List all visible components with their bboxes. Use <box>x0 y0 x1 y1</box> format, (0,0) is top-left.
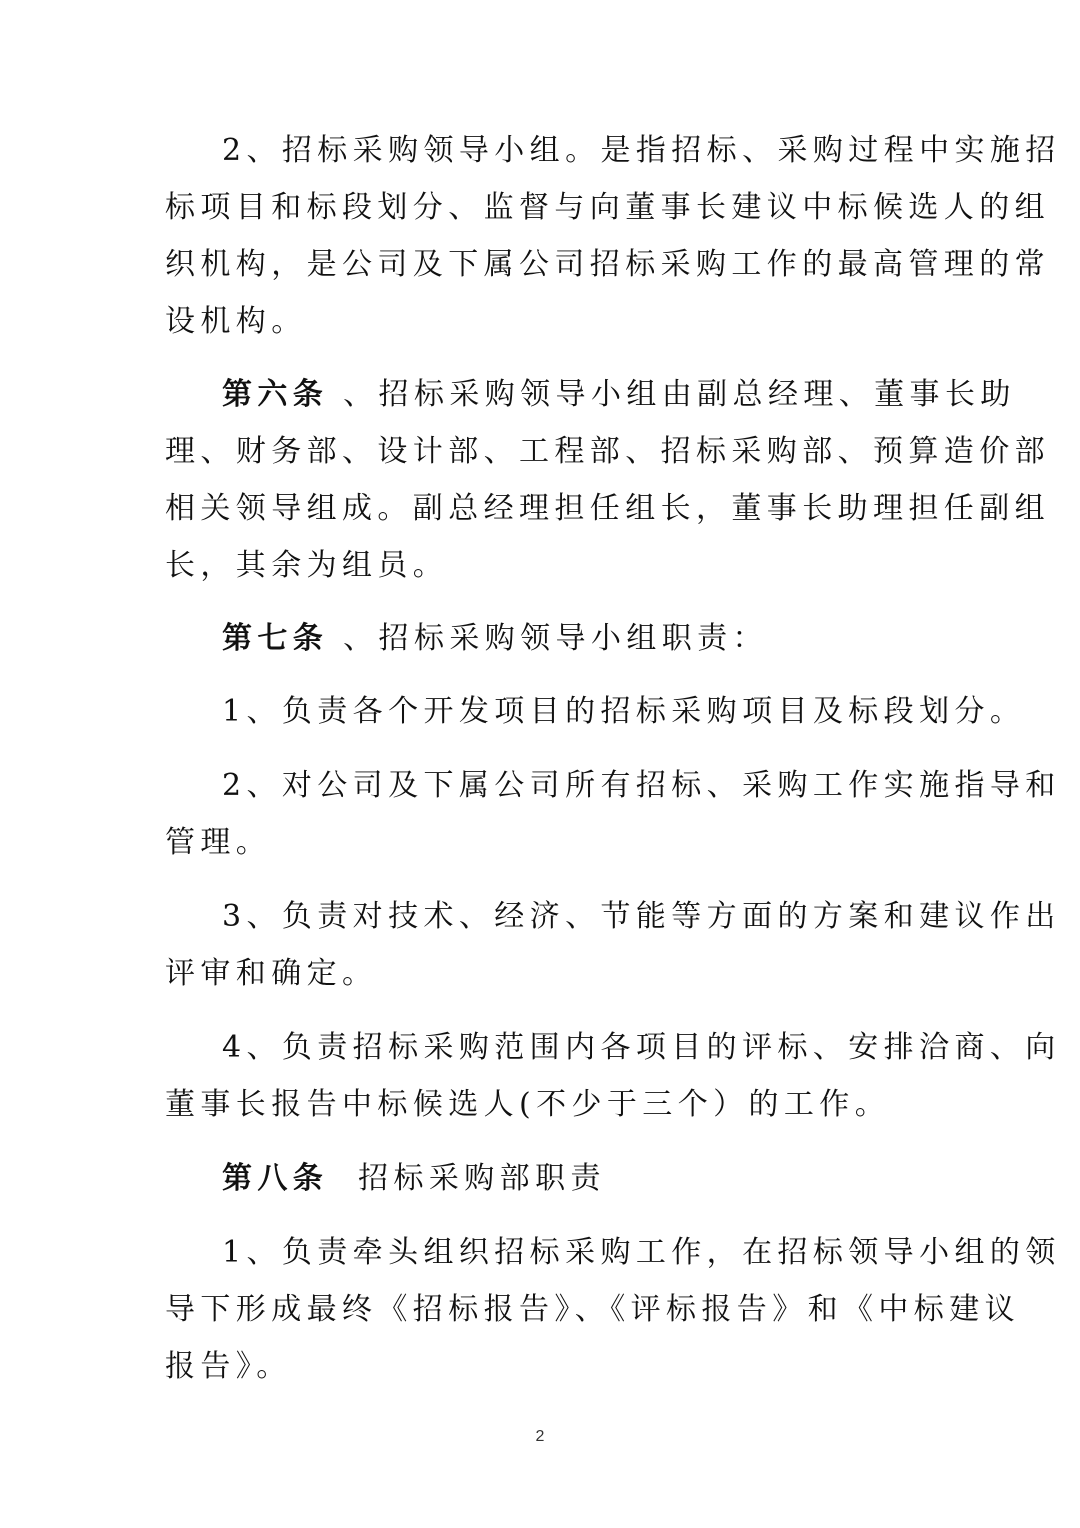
paragraph-line: 董事长报告中标候选人(不少于三个）的工作。 <box>165 1087 891 1122</box>
article-heading: 第七条 <box>222 621 329 656</box>
article-8-line <box>222 1159 606 1199</box>
article-text: 、招标采购领导小组职责： <box>328 621 768 656</box>
paragraph-line: 报告》。 <box>165 1349 292 1384</box>
paragraph-line: 理、财务部、设计部、工程部、招标采购部、预算造价部 <box>165 434 1050 469</box>
article-heading: 第八条 <box>222 1161 329 1196</box>
article-text: 、招标采购领导小组由副总经理、董事长助 <box>328 377 1016 412</box>
page-number: 2 <box>535 1428 545 1445</box>
paragraph-line: 织机构，是公司及下属公司招标采购工作的最高管理的常 <box>165 247 1050 282</box>
paragraph-line: 相关领导组成。副总经理担任组长，董事长助理担任副组 <box>165 491 1050 526</box>
paragraph-line: 长，其余为组员。 <box>165 548 449 583</box>
paragraph-line: 导下形成最终《招标报告》、《评标报告》和《中标建议 <box>165 1292 1020 1327</box>
article-text: 招标采购部职责 <box>328 1161 606 1196</box>
paragraph-line: 1、负责牵头组织招标采购工作，在招标领导小组的领 <box>222 1235 1061 1270</box>
paragraph-line: 3、负责对技术、经济、节能等方面的方案和建议作出 <box>222 899 1061 934</box>
paragraph-line: 设机构。 <box>165 304 307 339</box>
paragraph-line: 1、负责各个开发项目的招标采购项目及标段划分。 <box>222 694 1026 729</box>
article-6-first-line <box>222 375 1016 415</box>
article-7-line <box>222 619 768 659</box>
paragraph-line: 2、对公司及下属公司所有招标、采购工作实施指导和 <box>222 768 1061 803</box>
article-heading: 第六条 <box>222 377 329 412</box>
paragraph-line: 标项目和标段划分、监督与向董事长建议中标候选人的组 <box>165 190 1050 225</box>
paragraph-line: 评审和确定。 <box>165 956 378 991</box>
paragraph-line: 管理。 <box>165 825 272 860</box>
paragraph-line: 2、招标采购领导小组。是指招标、采购过程中实施招 <box>222 133 1061 168</box>
paragraph-line: 4、负责招标采购范围内各项目的评标、安排洽商、向 <box>222 1030 1061 1065</box>
